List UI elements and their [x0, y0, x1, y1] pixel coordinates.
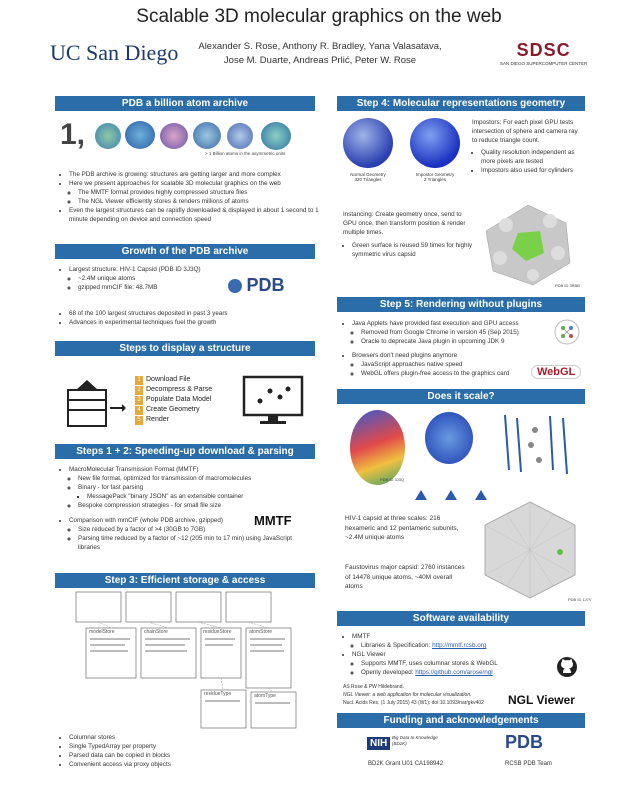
bullet: ◦ The NGL Viewer efficiently stores & renders millions of atoms — [78, 197, 320, 206]
billion-caption: > 1 Billion atoms in the asymmetric units — [205, 151, 286, 156]
step-item: 3 Populate Data Model — [135, 395, 212, 405]
authors-line-1: Alexander S. Rose, Anthony R. Bradley, Yana Valasatava, — [198, 41, 442, 52]
bullet: • Here we present approaches for scalable 3D molecular graphics on the web — [69, 179, 320, 188]
hiv-subunit-image — [425, 412, 473, 464]
bullet: • NGL Viewer — [352, 650, 558, 659]
bullet: ◦ Libraries & Specification: http://mmtf.rcsb.org — [361, 641, 558, 650]
normal-geometry-sphere — [343, 118, 393, 168]
bullet: • Convenient access via proxy objects — [69, 760, 310, 769]
faustovirus-text: Faustovirus major capsid: 2760 instances of 14478 unique atoms, ~40M overall atoms — [345, 564, 465, 590]
grant-text: BD2K Grant U01 CA198942 — [368, 761, 444, 767]
diagram-label: chainStore — [144, 629, 168, 635]
bullet: • Browsers don't need plugins anymore — [352, 351, 548, 360]
bullet: • Quality resolution independent as more pixels are tested — [481, 148, 582, 166]
authors-line-2: Jose M. Duarte, Andreas Prlić, Peter W. Rose — [223, 55, 417, 66]
section-header-download: Steps 1 + 2: Speeding-up download & parsing — [55, 444, 315, 459]
molecule-strip — [95, 119, 295, 149]
bullet: • MacroMolecular Transmission Format (MMTF) — [69, 465, 310, 474]
impostor-text — [472, 118, 582, 175]
pdb-logo: PDB — [228, 275, 284, 296]
bullet: • Impostors also used for cylinders — [481, 166, 582, 175]
instancing-desc: Instancing: Create geometry once, send to GPU once, then transform position & render multiple times. — [343, 211, 466, 236]
hiv-capsid-image — [350, 410, 405, 485]
hiv-text: HIV-1 capsid at three scales: 216 hexameric and 12 pentameric subunits, ~2.4M unique atoms — [345, 515, 459, 541]
server-icon — [66, 380, 126, 430]
instancing-text — [343, 210, 473, 259]
poster-title: Scalable 3D molecular graphics on the web — [136, 6, 502, 27]
section-header-growth: Growth of the PDB archive — [55, 244, 315, 259]
section-header-pdb-archive: PDB a billion atom archive — [55, 96, 315, 111]
section-header-geometry: Step 4: Molecular representations geometry — [337, 96, 585, 111]
software-bullets — [343, 632, 558, 677]
bullet: ◦ New file format, optimized for transmission of macromolecules — [78, 474, 310, 483]
bullet: ◦ Binary - for fast parsing — [78, 483, 310, 492]
step-item: 2 Decompress & Parse — [135, 385, 212, 395]
nih-logo: NIH — [367, 737, 390, 750]
diagram-label: atomType — [254, 693, 276, 699]
step-item: 4 Create Geometry — [135, 405, 212, 415]
storage-diagram — [74, 590, 314, 730]
bullet: ◦ Supports MMTF, uses columnar stores & WebGL — [361, 659, 558, 668]
bullet: ◦ gzipped mmCIF file: 48.7MB — [78, 283, 230, 292]
bullet: ◦ The MMTF format provides highly compressed structure files — [78, 188, 320, 197]
diagram-label: modelStore — [89, 629, 115, 635]
team-text: RCSB PDB Team — [505, 761, 552, 767]
java-logo-icon — [553, 318, 581, 346]
section-header-funding: Funding and acknowledgements — [337, 713, 585, 728]
sdsc-logo-sub: SAN DIEGO SUPERCOMPUTER CENTER — [500, 61, 588, 66]
growth-bullets — [60, 265, 230, 292]
bullet: ◦ Oracle to deprecate Java plugin in upcoming JDK 9 — [361, 337, 548, 346]
pdb-id-label: PDB ID 3RBB — [555, 283, 580, 288]
virus-capsid-image — [478, 203, 578, 288]
impostor-geometry-label: Impostor Geometry 2 Triangles — [415, 172, 455, 182]
rcsb-pdb-logo: PDB — [505, 732, 544, 752]
ucsd-logo: UC San Diego — [50, 40, 179, 65]
authors — [150, 40, 490, 68]
bullet: ◦ WebGL offers plugin-free access to the graphics card — [361, 369, 548, 378]
ref-authors: AS Rose & PW Hildebrand. — [343, 684, 404, 690]
mmtf-logo: MMTF — [254, 513, 292, 528]
bullet: ◦ JavaScript approaches native speed — [361, 360, 548, 369]
bullet: ◦ Size reduced by a factor of >4 (30GB to 7GB) — [78, 525, 310, 534]
plugins-bullets — [343, 319, 548, 378]
bullet: ◦ Parsing time reduced by a factor of ~12 (205 min to 17 min) using JavaScript libraries — [78, 534, 310, 552]
pdb-id-hiv: PDB ID 3J3Q — [380, 477, 405, 482]
bd2k-text: Big Data to Knowledge (BD2K) — [392, 735, 438, 746]
bullet: ◦ ~2.4M unique atoms — [78, 274, 230, 283]
normal-geometry-label: Normal Geometry 320 Triangles — [350, 172, 386, 182]
section-header-steps: Steps to display a structure — [55, 341, 315, 356]
section-header-scale: Does it scale? — [337, 389, 585, 404]
bullet: • 68 of the 100 largest structures deposited in past 3 years — [69, 309, 320, 318]
diagram-label: residueType — [204, 691, 232, 697]
github-icon[interactable] — [556, 656, 578, 678]
bullet: ◦ Openly developed: https://github.com/arose/ngl — [361, 668, 558, 677]
monitor-icon — [242, 375, 304, 427]
steps-list — [135, 375, 212, 425]
bullet: • Parsed data can be copied in blocks — [69, 751, 310, 760]
ref-title: NGL Viewer: a web application for molecular visualization. — [343, 692, 472, 698]
ngl-github-link[interactable]: https://github.com/arose/ngl — [415, 669, 493, 676]
bullet: • Java Applets have provided fast execution and GPU access — [352, 319, 548, 328]
section-header-plugins: Step 5: Rendering without plugins — [337, 297, 585, 312]
bullet: • Even the largest structures can be rapidly downloaded & displayed in about 1 second to 1 minute depending on device and connection speed — [69, 206, 320, 224]
sdsc-logo-text: SDSC — [516, 40, 571, 60]
billion-number: 1, — [60, 118, 86, 151]
bullet: • The PDB archive is growing: structures are getting larger and more complex — [69, 170, 320, 179]
bullet: • Advances in experimental techniques fuel the growth — [69, 318, 320, 327]
bullet: ◦ Bespoke compression strategies - for small file size — [78, 501, 310, 510]
storage-bullets — [60, 733, 310, 769]
hiv-atoms-image — [495, 410, 580, 480]
ngl-viewer-logo: NGL Viewer — [508, 693, 575, 707]
faustovirus-image — [475, 500, 585, 600]
diagram-label: atomStore — [249, 629, 273, 635]
bullet: • Largest structure: HIV-1 Capsid (PDB ID 3J3Q) — [69, 265, 230, 274]
pdb-id-fausto: PDB ID 1J7V — [568, 597, 592, 602]
ref-journal: Nucl. Acids Res. (1 July 2015) 43 (W1): doi:10.1093/nar/gkv402 — [343, 700, 484, 706]
bullet: • MMTF — [352, 632, 558, 641]
bullet: ▪ MessagePack "binary JSON" as an extensible container — [87, 492, 310, 501]
bullet: • Single TypedArray per property — [69, 742, 310, 751]
impostor-geometry-sphere — [410, 118, 460, 168]
bullet: • Comparison with mmCIF (whole PDB archive, gzipped) — [69, 516, 310, 525]
step-item: 5 Render — [135, 415, 212, 425]
sdsc-logo — [500, 40, 587, 66]
diagram-label: residueStore — [203, 629, 232, 635]
mmtf-link[interactable]: http://mmtf.rcsb.org — [432, 642, 487, 649]
bullet: ◦ Removed from Google Chrome in version 45 (Sep 2015) — [361, 328, 548, 337]
section-header-storage: Step 3: Efficient storage & access — [55, 573, 315, 588]
section-header-software: Software availability — [337, 611, 585, 626]
bullet: • Columnar stores — [69, 733, 310, 742]
growth-bullets-2 — [60, 309, 320, 327]
step-item: 1 Download File — [135, 375, 212, 385]
bullet: • Green surface is reused 59 times for highly symmetric virus capsid — [352, 241, 473, 259]
ngl-reference — [343, 683, 523, 707]
mmtf-bullets — [60, 465, 310, 552]
webgl-logo: WebGL — [531, 365, 581, 379]
pdb-archive-bullets — [60, 170, 320, 224]
impostor-desc: Impostors: For each pixel GPU tests intersection of sphere and camera ray to reduce triangle count. — [472, 119, 578, 144]
